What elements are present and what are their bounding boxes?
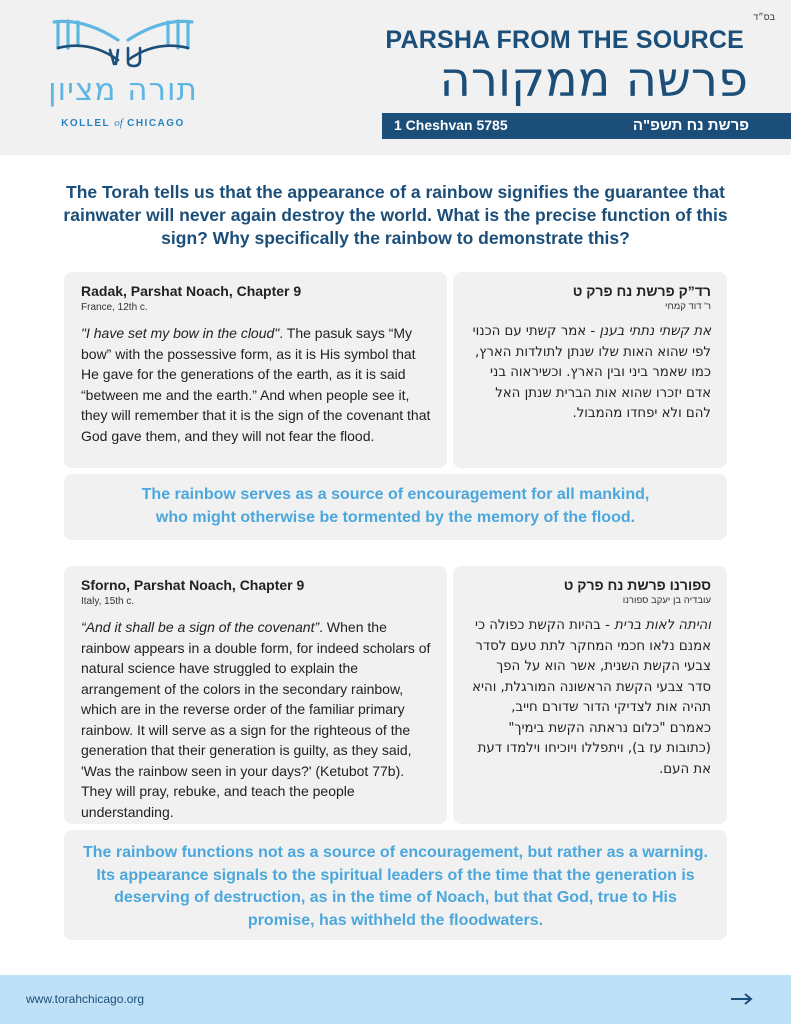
page-header xyxy=(0,0,791,155)
source-title: Sforno, Parshat Noach, Chapter 9 xyxy=(81,577,305,593)
conclusion-card xyxy=(64,830,727,940)
date-english: 1 Cheshvan 5785 xyxy=(394,117,508,133)
arrow-right-icon[interactable] xyxy=(730,992,754,1006)
hebrew-source-title: ספורנו פרשת נח פרק ט xyxy=(563,577,711,593)
source-hebrew-card xyxy=(453,272,727,468)
conclusion-text: The rainbow serves as a source of encouragement for all mankind, who might otherwise be tormented by the memory of the flood. xyxy=(141,486,650,526)
source-text: “And it shall be a sign of the covenant”. When the rainbow appears in a double form, for indeed scholars of natural science have struggled to explain the arrangement of the colors in the secondary rainbow, which are in the reverse order of the familiar primary rainbow. It will serve as a sign for the righteous of the generation that their generation is guilty, as they said, 'Was the rainbow seen in your days?' (Ketubot 77b). They will pray, rebuke, and teach the people understanding. xyxy=(81,619,431,820)
hebrew-source-text: והיתה לאות ברית - בהיות הקשת כפולה כי אמנם נלאו חכמי המחקר לתת טעם לסדר צבעי הקשת השנית, אשר הוא על הפך סדר צבעי הקשת הראשונה המורגלת, והיא תהיה אות לצדיקי הדור שדורם חייב, כאמרם "כלום נראתה הקשת בימיך" (כתובות עז ב), ויתפללו ויוכיחו וילמדו דעת את העם. xyxy=(472,618,711,777)
hebrew-source-text: את קשתי נתתי בענן - אמר קשתי עם הכנוי לפי שהוא האות שלו שנתן לתולדות הארץ, כמו שאמר ביני ובין הארץ. וכשיראוה בני אדם יזכרו שהוא אות הברית שנתן האל להם ולא יפחדו מהמבול. xyxy=(472,324,711,421)
title-hebrew: פרשה ממקורה xyxy=(439,52,748,108)
logo-hebrew-text: תורה מציון xyxy=(48,72,198,108)
source-subtitle: Italy, 15th c. xyxy=(81,596,135,607)
source-subtitle: France, 12th c. xyxy=(81,302,148,313)
parsha-hebrew: פרשת נח תשפ"ה xyxy=(632,117,749,134)
date-bar xyxy=(382,113,791,139)
hebrew-source-title: רד”ק פרשת נח פרק ט xyxy=(572,283,711,299)
source-title: Radak, Parshat Noach, Chapter 9 xyxy=(81,283,302,299)
page-footer xyxy=(0,975,791,1024)
source-hebrew-card xyxy=(453,566,727,824)
conclusion-card xyxy=(64,474,727,540)
logo-english-text: KOLLEL of CHICAGO xyxy=(61,117,185,129)
website-link[interactable]: www.torahchicago.org xyxy=(26,992,145,1006)
source-text: "I have set my bow in the cloud". The pasuk says “My bow” with the possessive form, as it is His symbol that He gave for the generations of the earth, as it is said “between me and the earth.” And when people see it, they will remember that it is the sign of the covenant that God gave them, and they will not fear the flood. xyxy=(81,325,431,444)
source-english-card xyxy=(64,272,447,468)
conclusion-text: The rainbow functions not as a source of encouragement, but rather as a warning. Its appearance signals to the spiritual leaders of the time that the generation is deserving of destruction, as in the time of Noach, but that God, true to His promise, has withheld the floodwaters. xyxy=(83,844,708,929)
hebrew-source-author: עובדיה בן יעקב ספורנו xyxy=(622,595,711,606)
source-english-card xyxy=(64,566,447,824)
title-english: PARSHA FROM THE SOURCE xyxy=(385,26,744,54)
hebrew-source-author: ר' דוד קמחי xyxy=(664,301,711,312)
central-question: The Torah tells us that the appearance of a rainbow signifies the guarantee that rainwater will never again destroy the world. What is the precise function of this sign? Why specifically the rainbow to demonstrate this? xyxy=(63,182,728,248)
bsd-mark: בס״ד xyxy=(753,12,775,22)
